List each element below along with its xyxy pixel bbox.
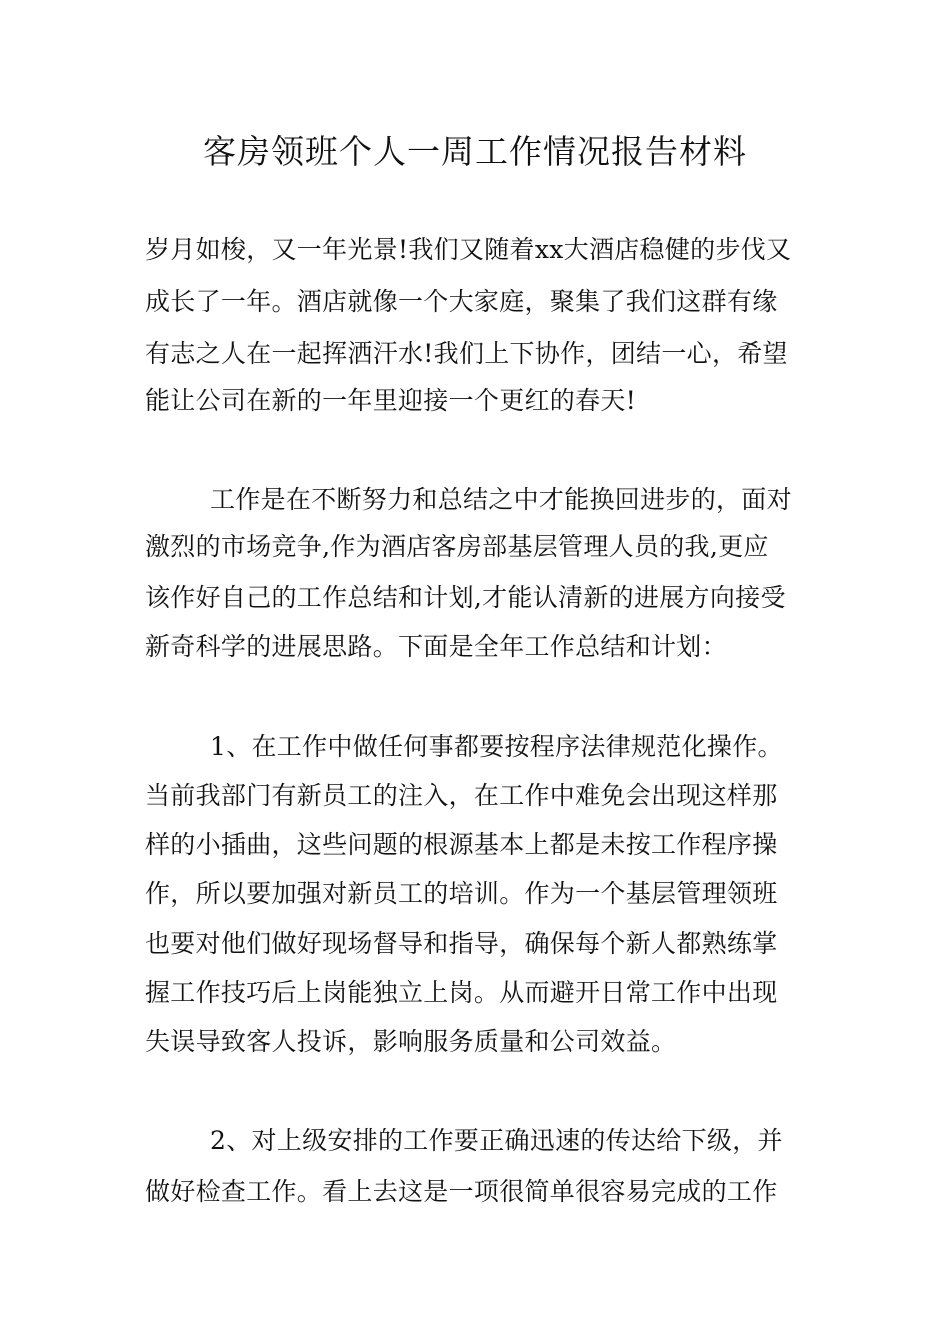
paragraph-line: 也要对他们做好现场督导和指导，确保每个新人都熟练掌	[145, 929, 778, 958]
paragraph-line: 样的小插曲，这些问题的根源基本上都是未按工作程序操	[145, 830, 778, 859]
paragraph-line: 激烈的市场竞争,作为酒店客房部基层管理人员的我,更应	[145, 532, 769, 561]
paragraph-line: 有志之人在一起挥洒汗水!我们上下协作，团结一心，希望	[145, 339, 788, 368]
paragraph-line: 2、对上级安排的工作要正确迅速的传达给下级，并	[210, 1126, 783, 1155]
document-title: 客房领班个人一周工作情况报告材料	[203, 132, 747, 171]
paragraph-line: 失误导致客人投诉，影响服务质量和公司效益。	[145, 1027, 677, 1056]
paragraph-line: 成长了一年。酒店就像一个大家庭，聚集了我们这群有缘	[145, 287, 778, 316]
paragraph-line: 当前我部门有新员工的注入，在工作中难免会出现这样那	[145, 781, 778, 810]
paragraph-line: 握工作技巧后上岗能独立上岗。从而避开日常工作中出现	[145, 978, 778, 1007]
paragraph-line: 该作好自己的工作总结和计划,才能认清新的进展方向接受	[145, 583, 786, 612]
paragraph-line: 做好检查工作。看上去这是一项很简单很容易完成的工作	[145, 1177, 778, 1206]
paragraph-line: 作，所以要加强对新员工的培训。作为一个基层管理领班	[145, 879, 778, 908]
paragraph-line: 岁月如梭，又一年光景!我们又随着xx大酒店稳健的步伐又	[145, 235, 792, 264]
paragraph-line: 1、在工作中做任何事都要按程序法律规范化操作。	[210, 732, 783, 761]
paragraph-line: 工作是在不断努力和总结之中才能换回进步的，面对	[210, 485, 792, 514]
paragraph-line: 新奇科学的进展思路。下面是全年工作总结和计划：	[145, 632, 727, 661]
paragraph-line: 能让公司在新的一年里迎接一个更红的春天!	[145, 386, 637, 415]
